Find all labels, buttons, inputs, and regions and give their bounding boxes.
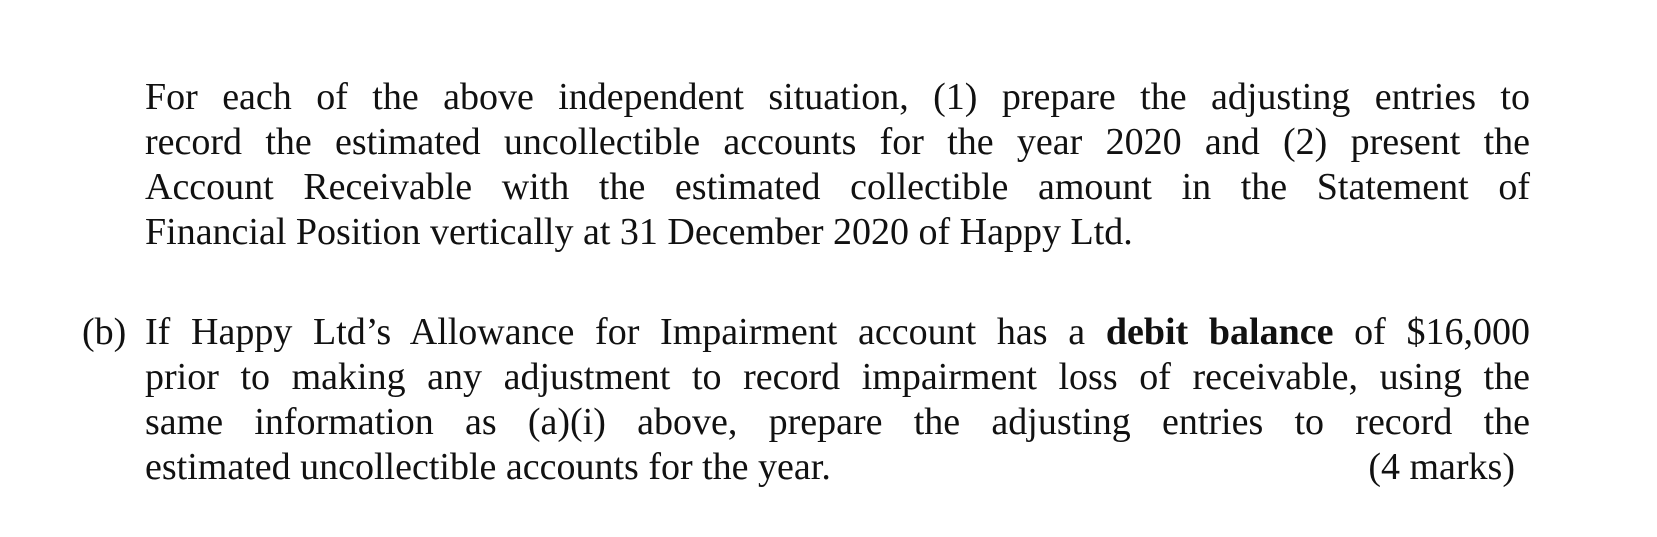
part-b-label: (b) — [82, 311, 127, 353]
paragraph-b-line-4: estimated uncollectible accounts for the year. — [145, 446, 831, 488]
paragraph-b-line-4-row — [145, 445, 1515, 490]
paragraph-b-line-1 — [145, 310, 1530, 355]
debit-balance-emphasis: debit balance — [1105, 311, 1334, 353]
paragraph-b-line-3: same information as (a)(i) above, prepare the adjusting entries to record the — [145, 401, 1530, 443]
paragraph-a-line-2: record the estimated uncollectible accounts for the year 2020 and (2) present the — [145, 121, 1530, 163]
paragraph-a-line-1: For each of the above independent situation, (1) prepare the adjusting entries to — [145, 76, 1530, 118]
paragraph-b-line-1-pre: If Happy Ltd’s Allowance for Impairment account has a — [145, 311, 1106, 353]
paragraph-a-line-3: Account Receivable with the estimated collectible amount in the Statement of — [145, 166, 1530, 208]
marks-label: (4 marks) — [1368, 446, 1515, 488]
paragraph-a — [145, 75, 1530, 255]
paragraph-b-line-2: prior to making any adjustment to record impairment loss of receivable, using the — [145, 356, 1530, 398]
paragraph-b-line-1-post: of $16,000 — [1333, 311, 1530, 353]
paragraph-b — [145, 310, 1530, 490]
paragraph-a-line-4: Financial Position vertically at 31 December 2020 of Happy Ltd. — [145, 211, 1133, 253]
